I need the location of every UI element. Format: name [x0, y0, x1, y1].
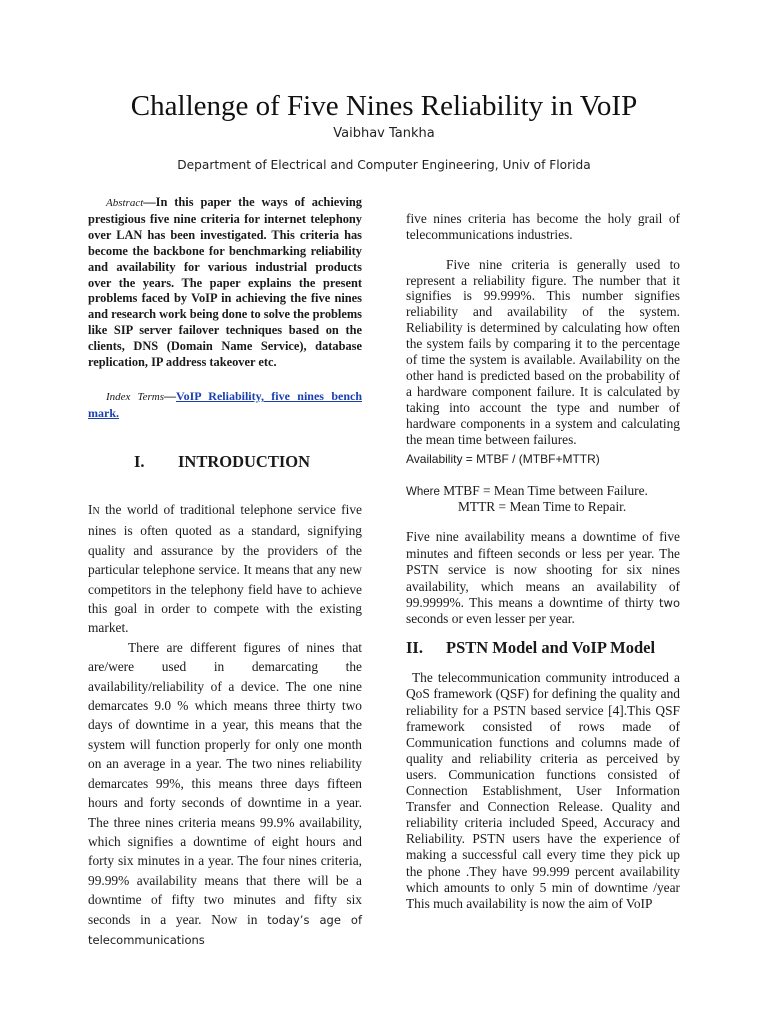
index-terms — [88, 389, 362, 421]
section-2-number: II. — [406, 638, 423, 657]
right-paragraph-1: five nines criteria has become the holy grail of telecommunications industries. — [406, 211, 680, 243]
right-paragraph-2: Five nine criteria is generally used to represent a reliability figure. The number that it signifies is 99.999%. This number signifies reliability and availability of the system. Reliability is determined by calculating how often the system fails by comparing it to the percentage of time the system is available. Availability on the other hand is predicted based on the probability of a hardware component failure. It is calculated by taking into account the type and number of hardware components in a system and calculating the mean time between failures. — [406, 256, 680, 447]
right-paragraph-3-two: two — [659, 596, 680, 611]
right-paragraph-3 — [406, 516, 680, 641]
author-affiliation: Department of Electrical and Computer Engineering, Univ of Florida — [177, 158, 591, 172]
index-terms-dash: — — [164, 389, 177, 403]
paper-title: Challenge of Five Nines Reliability in VoIP — [130, 90, 638, 122]
abstract — [88, 195, 362, 371]
section-1-heading — [134, 452, 310, 472]
section-2-body — [406, 657, 680, 925]
intro-smallcap: N — [92, 506, 100, 517]
intro-paragraph-2 — [88, 638, 362, 951]
section-1-title: INTRODUCTION — [178, 452, 311, 471]
section-2-paragraph-1: The telecommunication community introduced a QoS framework (QSF) for defining the quality and reliability for a PSTN based service [4].This QSF framework consisted of rows made of Communication functions and columns made of quality and reliability criteria as perceived by users. Communication functions consisted of Connection Establishment, User Information Transfer and Connection Release. Quality and reliability criteria included Speed, Accuracy and Reliability. PSTN users have the experience of making a successful call every time they pick up the phone .They have 99.999 percent availability which amounts to only 5 min of downtime /year This much availability is now the aim of VoIP — [406, 670, 680, 911]
intro-dropcap: I — [88, 502, 93, 517]
section-2-heading — [406, 638, 655, 658]
section-1-number: I. — [134, 452, 145, 471]
index-terms-label: Index Terms — [106, 391, 165, 403]
section-2-title: PSTN Model and VoIP Model — [446, 638, 656, 657]
where-mtbf — [406, 483, 696, 501]
where-label: Where — [406, 486, 440, 498]
author-name: Vaibhav Tankha — [333, 126, 435, 141]
where-mtbf-text: MTBF = Mean Time between Failure. — [439, 483, 648, 498]
right-paragraph-3-end: seconds or even lesser per year. — [406, 611, 575, 627]
introduction-body — [88, 500, 362, 950]
index-terms-link[interactable]: VoIP Reliability, five nines bench mark. — [88, 389, 362, 420]
right-paragraph-3-text: Five nine availability means a downtime of five minutes and fifteen seconds or less per year. The PSTN service is now shooting for six nines availability, which means an availability of 99.9999%. This means a downtime of thirty — [406, 529, 680, 611]
availability-formula: Availability = MTBF / (MTBF+MTTR) — [406, 452, 600, 466]
abstract-text: —In this paper the ways of achieving prestigious five nine criteria for internet telephony over LAN has been investigated. This criteria has become the backbone for benchmarking reliability and availability for various industrial products over the years. The paper explains the present problems faced by VoIP in achieving the five nines and research work being done to solve the problems like SIP server failover techniques based on the clients, DNS (Domain Name Service), database replication, IP address takeover etc. — [88, 195, 362, 370]
intro-paragraph-2-tail: today’s age of telecommunications — [88, 912, 362, 947]
right-column-upper — [406, 198, 680, 461]
intro-paragraph-1-text: the world of traditional telephone service five nines is often quoted as a standard, signifying quality and assurance by the providers of the particular telephone service. It means that any new competitors in the telephony field have to achieve this goal in order to compete with the existing market. — [88, 502, 362, 636]
abstract-label: Abstract — [106, 197, 144, 209]
intro-paragraph-2-text: There are different figures of nines that are/were used in demarcating the availability/reliability of a device. The one nine demarcates 9.0 % which means three thirty two days of downtime in a year, this means that the system will function properly for only one month on an average in a year. The two nines reliability demarcates 99%, this means three days fifteen hours and forty seconds of downtime in a year. The three nines criteria means 99.9% availability, which signifies a downtime of eight hours and forty six minutes in a year. The four nines criteria, 99.99% availability means that there will be a downtime of fifty two minutes and fifty six seconds in a year. Now in — [88, 639, 362, 927]
where-mttr: MTTR = Mean Time to Repair. — [458, 499, 627, 514]
intro-paragraph-1 — [88, 500, 362, 638]
